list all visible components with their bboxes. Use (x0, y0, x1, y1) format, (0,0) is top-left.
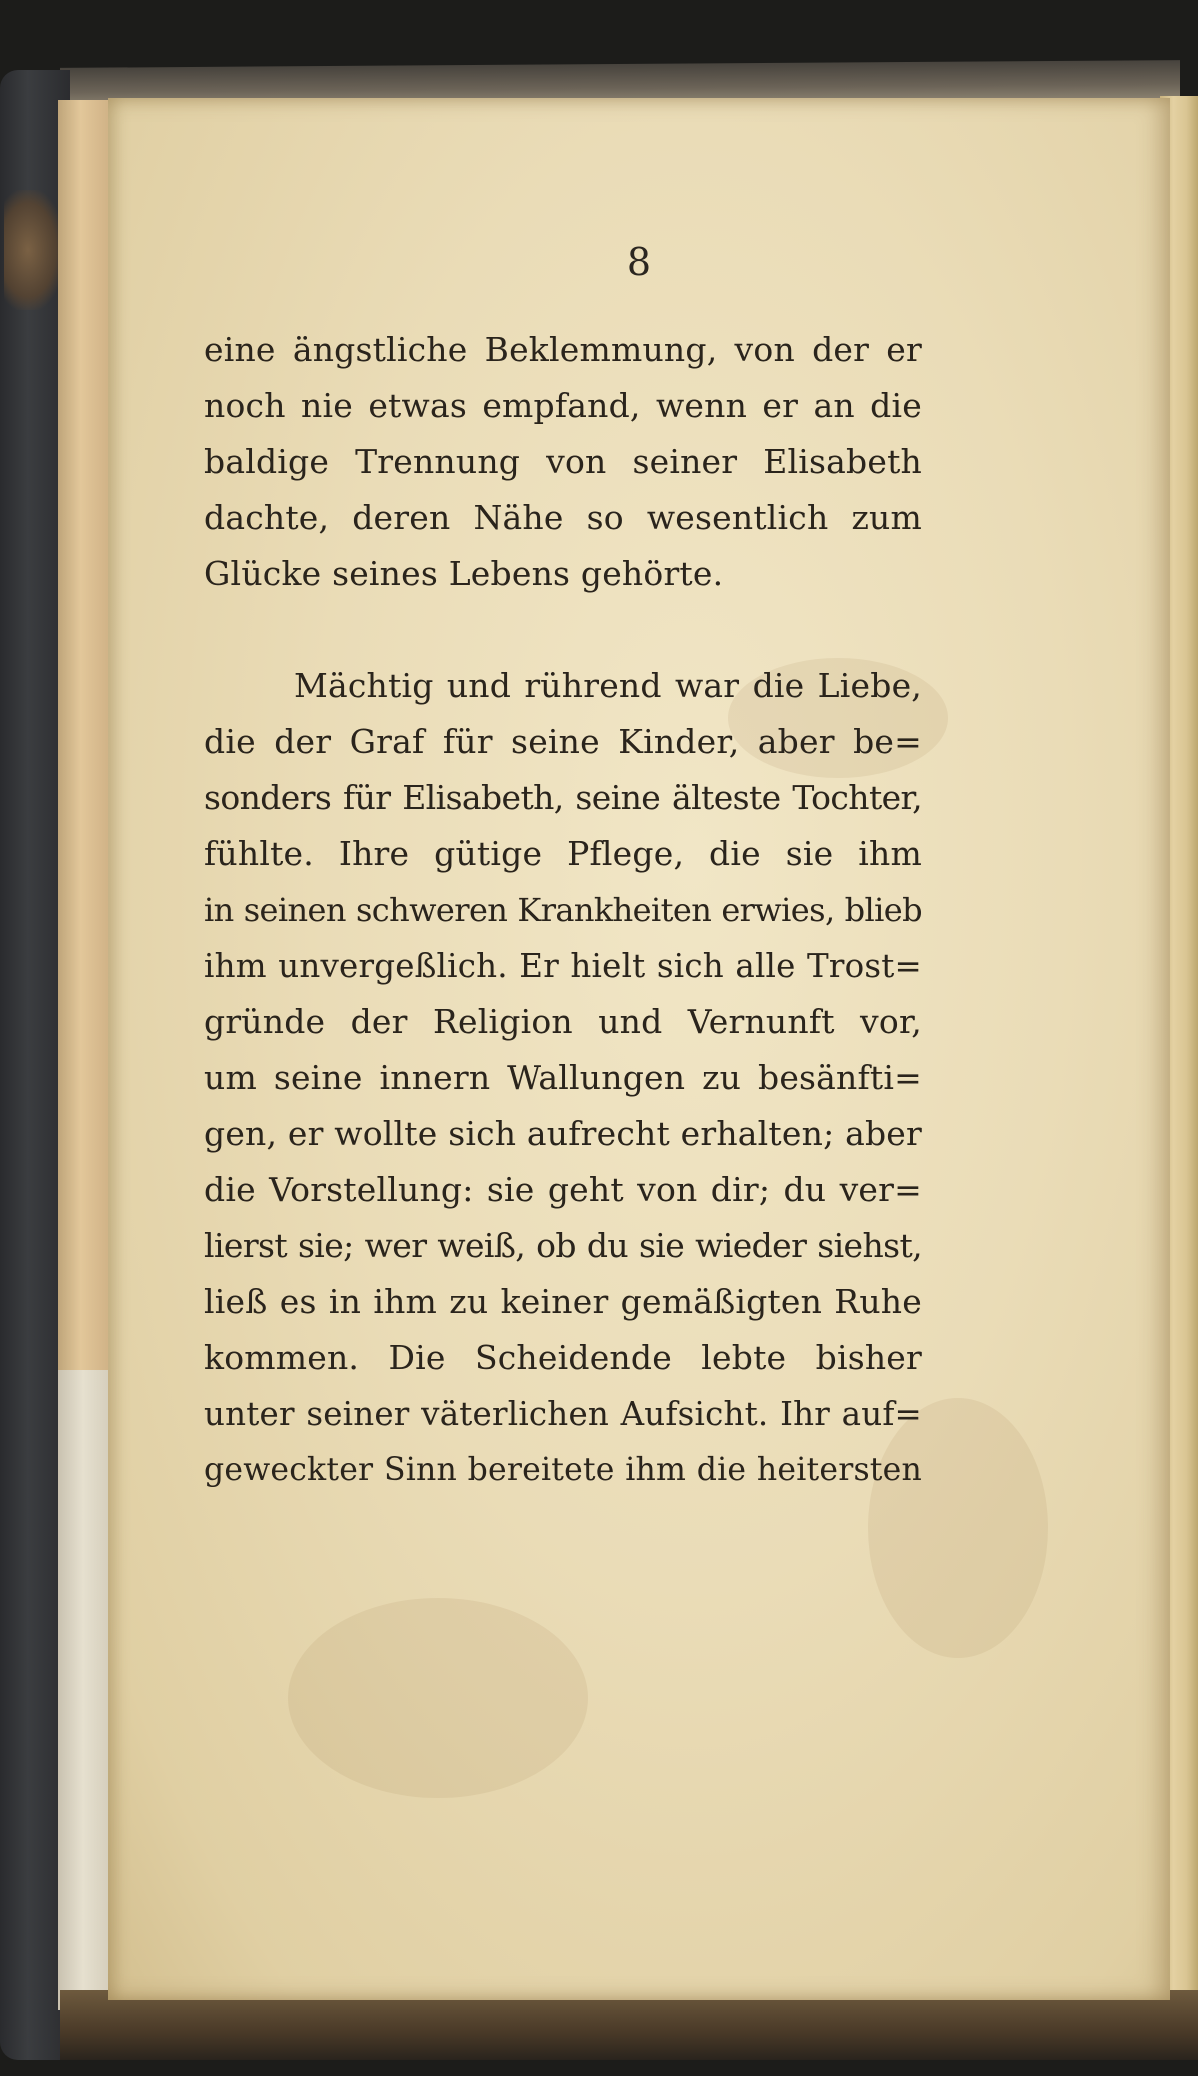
text-line: kommen. Die Scheidende lebte bisher (204, 1338, 922, 1377)
text-line: lierst sie; wer weiß, ob du sie wieder siehst, (204, 1226, 922, 1265)
text-line: sonders für Elisabeth, seine älteste Tochter, (204, 778, 922, 817)
text-line: eine ängstliche Beklemmung, von der er (204, 330, 922, 369)
text-line: in seinen schweren Krankheiten erwies, blieb (204, 891, 922, 929)
text-line: die der Graf für seine Kinder, aber be= (204, 722, 922, 761)
paragraph-1 (204, 322, 922, 602)
text-line: dachte, deren Nähe so wesentlich zum (204, 498, 922, 537)
paper-stain (288, 1598, 588, 1798)
text-line: ließ es in ihm zu keiner gemäßigten Ruhe (204, 1282, 922, 1321)
text-line: unter seiner väterlichen Aufsicht. Ihr auf= (204, 1395, 922, 1433)
text-line: geweckter Sinn bereitete ihm die heitersten (204, 1452, 922, 1488)
text-line: baldige Trennung von seiner Elisabeth (204, 442, 922, 481)
text-line: noch nie etwas empfand, wenn er an die (204, 386, 922, 425)
text-line: fühlte. Ihre gütige Pflege, die sie ihm (204, 834, 922, 873)
worn-cover-corner (4, 190, 64, 310)
text-line: Glücke seines Lebens gehörte. (204, 554, 724, 593)
paragraph-2 (204, 658, 922, 1498)
page-number: 8 (626, 240, 652, 284)
paragraph-gap (204, 602, 922, 658)
page-gutter-upper (58, 100, 108, 1370)
text-line: Mächtig und rührend war die Liebe, (294, 666, 922, 705)
body-text (204, 322, 922, 1498)
text-line: um seine innern Wallungen zu besänfti= (204, 1058, 922, 1097)
text-line: ihm unvergeßlich. Er hielt sich alle Trost= (204, 947, 922, 985)
text-line: gen, er wollte sich aufrecht erhalten; aber (204, 1114, 922, 1153)
text-line: die Vorstellung: sie geht von dir; du ver= (204, 1170, 922, 1209)
text-line: gründe der Religion und Vernunft vor, (204, 1002, 922, 1041)
book-cover-bottom-edge (60, 1990, 1198, 2060)
page-gutter-lower (58, 1370, 108, 2010)
